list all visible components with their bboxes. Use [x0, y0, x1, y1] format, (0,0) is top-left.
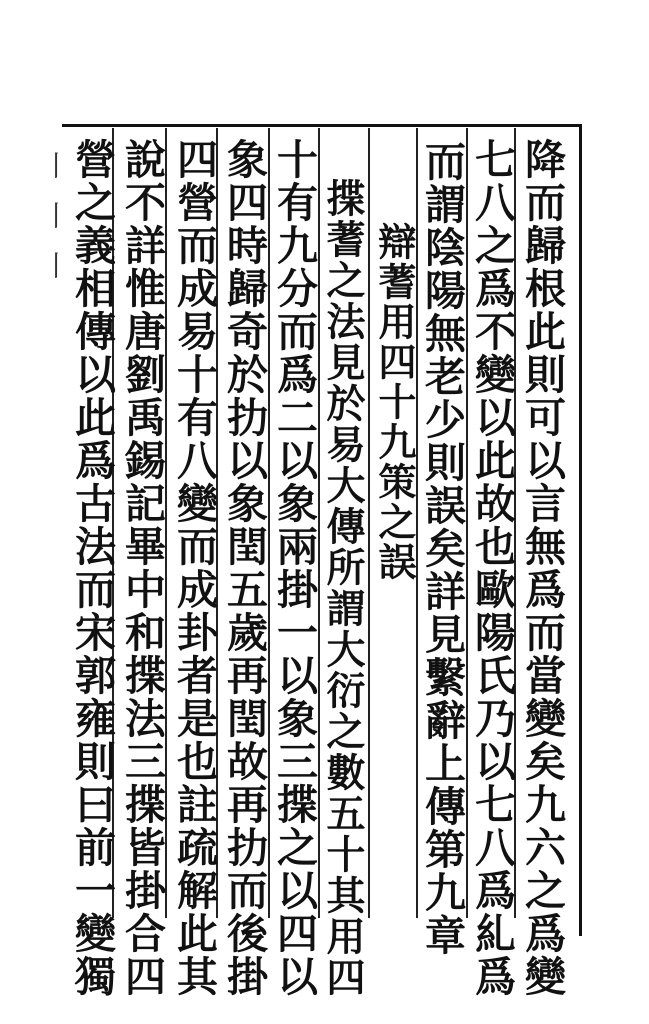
text-column-5: 揲蓍之法見於易大傳所謂大衍之數五十其用四: [320, 178, 366, 998]
text-column-6: 十有九分而爲二以象兩掛一以象三揲之以四以: [270, 138, 318, 998]
text-column-7: 象四時歸奇於扐以象閏五歲再閏故再扐而後掛: [220, 138, 268, 998]
section-heading: 辯蓍用四十九策之誤: [372, 222, 417, 582]
text-column-1: 降而歸根此則可以言無爲而當變矣九六之爲變: [518, 138, 566, 998]
text-column-9: 說不詳惟唐劉禹錫記畢中和揲法三揲皆掛合四: [118, 138, 166, 998]
text-column-3: 而謂陰陽無老少則誤矣詳見繫辭上傳第九章: [418, 140, 466, 957]
margin-edge-marks: 〡〡〡: [35, 150, 70, 300]
text-column-2: 七八之爲不變以此故也歐陽氏乃以七八爲糺爲: [468, 138, 516, 998]
text-column-10: 營之義相傳以此爲古法而宋郭雍則曰前一變獨: [68, 138, 116, 998]
text-column-8: 四營而成易十有八變而成卦者是也註疏解此其: [170, 138, 218, 998]
column-rule: [368, 128, 370, 918]
